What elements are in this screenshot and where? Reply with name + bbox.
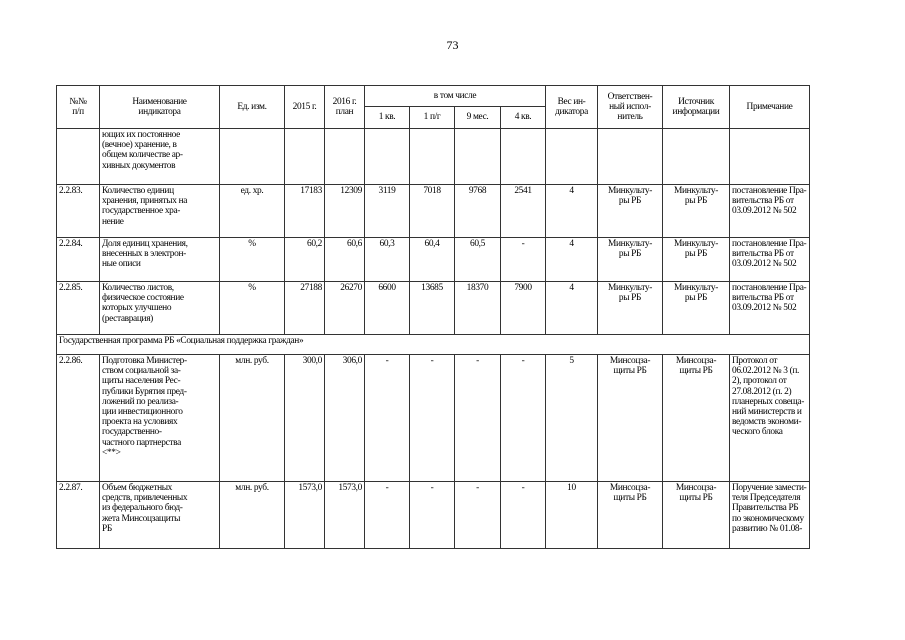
row-h1: - xyxy=(410,482,455,549)
section-title: Государственная программа РБ «Социальная поддержка граждан» xyxy=(57,335,810,355)
header-num: №№ п/п xyxy=(57,86,100,129)
header-name: Наименование индикатора xyxy=(100,86,220,129)
header-note: Примечание xyxy=(730,86,810,129)
row-responsible: Минкульту- ры РБ xyxy=(598,185,663,238)
row-h1: 7018 xyxy=(410,185,455,238)
row-responsible: Минсоцза- щиты РБ xyxy=(598,355,663,482)
row-q4: - xyxy=(501,355,546,482)
row-q1: - xyxy=(365,355,410,482)
row-2015: 300,0 xyxy=(285,355,325,482)
row-responsible: Минсоцза- щиты РБ xyxy=(598,482,663,549)
row-9m: - xyxy=(455,355,501,482)
row-unit: ед. хр. xyxy=(220,185,285,238)
row-q1: 6600 xyxy=(365,282,410,335)
table-row xyxy=(57,185,810,238)
row-9m: 9768 xyxy=(455,185,501,238)
header-2015: 2015 г. xyxy=(285,86,325,129)
row-2016: 1573,0 xyxy=(325,482,365,549)
row-source: Минкульту- ры РБ xyxy=(663,238,730,282)
row-unit: млн. руб. xyxy=(220,482,285,549)
header-weight: Вес ин- дикатора xyxy=(546,86,598,129)
row-q4: 7900 xyxy=(501,282,546,335)
header-source: Источник информации xyxy=(663,86,730,129)
row-h1: 60,4 xyxy=(410,238,455,282)
row-2015: 1573,0 xyxy=(285,482,325,549)
header-unit: Ед. изм. xyxy=(220,86,285,129)
header-responsible: Ответствен- ный испол- нитель xyxy=(598,86,663,129)
row-responsible: Минкульту- ры РБ xyxy=(598,282,663,335)
row-unit: % xyxy=(220,282,285,335)
row-9m: 18370 xyxy=(455,282,501,335)
row-q4: - xyxy=(501,238,546,282)
row-q1: 3119 xyxy=(365,185,410,238)
row-note: Поручение замести- теля Председателя Правительства РБ по экономическому развитию № 01.08- xyxy=(730,482,810,549)
row-source: Минсоцза- щиты РБ xyxy=(663,355,730,482)
row-name: Объем бюджетных средств, привлеченных из федерального бюд- жета Минсоцзащиты РБ xyxy=(100,482,220,549)
row-unit: млн. руб. xyxy=(220,355,285,482)
indicator-table xyxy=(56,85,810,549)
row-name: Доля единиц хранения, внесенных в электрон- ные описи xyxy=(100,238,220,282)
row-h1: - xyxy=(410,355,455,482)
row-note: постановление Пра- вительства РБ от 03.09.2012 № 502 xyxy=(730,282,810,335)
header-q4: 4 кв. xyxy=(501,107,546,129)
row-q1: - xyxy=(365,482,410,549)
header-q1: 1 кв. xyxy=(365,107,410,129)
row-source: Минсоцза- щиты РБ xyxy=(663,482,730,549)
row-num: 2.2.84. xyxy=(57,238,100,282)
row-num: 2.2.86. xyxy=(57,355,100,482)
row-weight: 10 xyxy=(546,482,598,549)
row-2015: 60,2 xyxy=(285,238,325,282)
row-weight: 4 xyxy=(546,282,598,335)
row-name: Количество единиц хранения, принятых на государственное хра- нение xyxy=(100,185,220,238)
row-name: Количество листов, физическое состояние которых улучшено (реставрация) xyxy=(100,282,220,335)
row-9m: 60,5 xyxy=(455,238,501,282)
row-2016: 12309 xyxy=(325,185,365,238)
header-h1: 1 п/г xyxy=(410,107,455,129)
table-row xyxy=(57,482,810,549)
row-note: постановление Пра- вительства РБ от 03.09.2012 № 502 xyxy=(730,185,810,238)
row-source: Минкульту- ры РБ xyxy=(663,282,730,335)
row-responsible: Минкульту- ры РБ xyxy=(598,238,663,282)
header-including: в том числе xyxy=(365,86,546,107)
row-name: Подготовка Министер- ством социальной за- щиты населения Рес- публики Бурятия пред- ложений по реализа- ции инвестиционного проекта на условиях государственно- частного партнерства <**> xyxy=(100,355,220,482)
page-number: 73 xyxy=(446,38,459,52)
table-row xyxy=(57,238,810,282)
row-num: 2.2.85. xyxy=(57,282,100,335)
row-q4: 2541 xyxy=(501,185,546,238)
row-2015: 27188 xyxy=(285,282,325,335)
row-note: постановление Пра- вительства РБ от 03.09.2012 № 502 xyxy=(730,238,810,282)
row-weight: 4 xyxy=(546,238,598,282)
row-note: Протокол от 06.02.2012 № 3 (п. 2), протокол от 27.08.2012 (п. 2) планерных совеща- ний министерств и ведомств экономи- ческого блока xyxy=(730,355,810,482)
row-weight: 4 xyxy=(546,185,598,238)
row-unit: % xyxy=(220,238,285,282)
row-source: Минкульту- ры РБ xyxy=(663,185,730,238)
continuation-text: ющих их постоянное (вечное) хранение, в общем количестве ар- хивных документов xyxy=(100,129,220,185)
table-row-continuation xyxy=(57,129,810,185)
table-row xyxy=(57,355,810,482)
row-q1: 60,3 xyxy=(365,238,410,282)
row-num: 2.2.87. xyxy=(57,482,100,549)
row-2016: 306,0 xyxy=(325,355,365,482)
header-2016: 2016 г. план xyxy=(325,86,365,129)
row-h1: 13685 xyxy=(410,282,455,335)
row-num: 2.2.83. xyxy=(57,185,100,238)
header-9m: 9 мес. xyxy=(455,107,501,129)
table-header-row xyxy=(57,86,810,107)
row-2016: 26270 xyxy=(325,282,365,335)
row-weight: 5 xyxy=(546,355,598,482)
row-2015: 17183 xyxy=(285,185,325,238)
row-9m: - xyxy=(455,482,501,549)
row-2016: 60,6 xyxy=(325,238,365,282)
section-row xyxy=(57,335,810,355)
row-q4: - xyxy=(501,482,546,549)
table-row xyxy=(57,282,810,335)
